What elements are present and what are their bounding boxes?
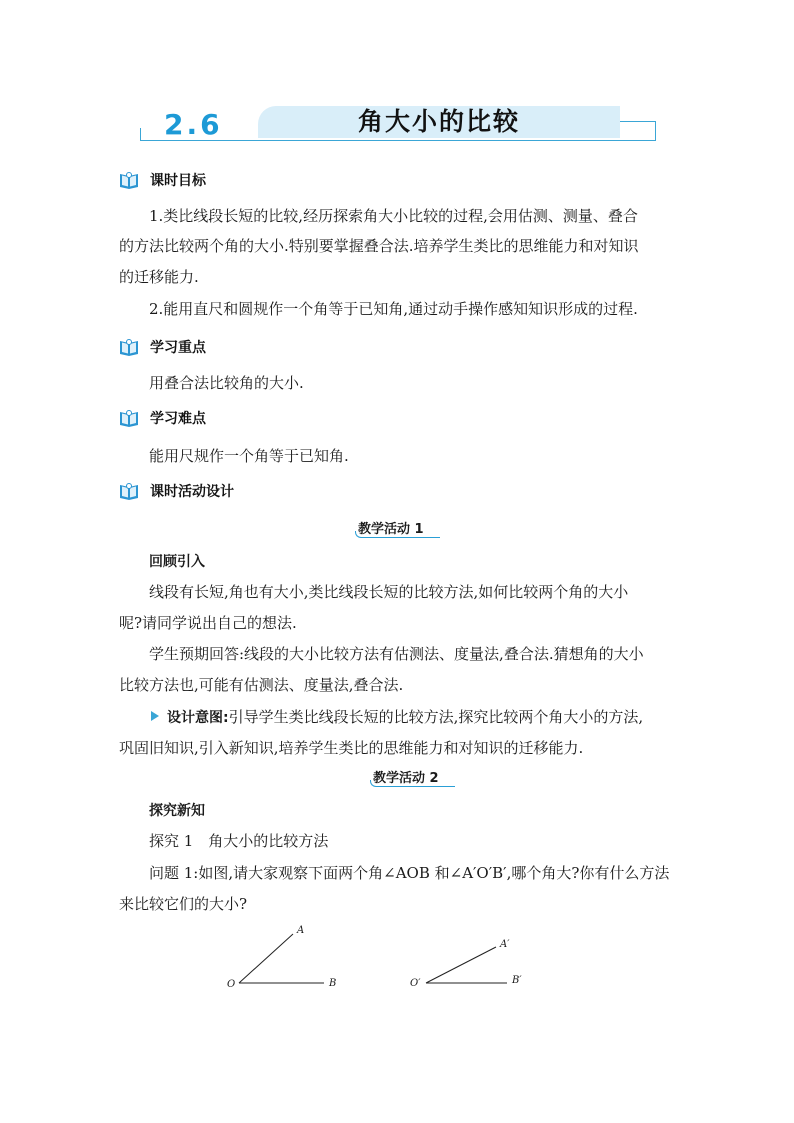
activity-1-subheading: 回顾引入 xyxy=(149,554,205,570)
section-heading-label: 学习重点 xyxy=(150,340,206,356)
design-intent-line2: 巩固旧知识,引入新知识,培养学生类比的思维能力和对知识的迁移能力. xyxy=(119,739,584,757)
section-heading-label: 课时活动设计 xyxy=(150,484,234,500)
goals-p1-line3: 的迁移能力. xyxy=(119,268,199,286)
activity-1-p1-line2: 呢?请同学说出自己的想法. xyxy=(119,614,297,632)
activity-1-p2-line2: 比较方法也,可能有估测法、度量法,叠合法. xyxy=(119,676,404,694)
label-b-prime: B′ xyxy=(512,975,522,986)
key-point-text: 用叠合法比较角的大小. xyxy=(149,374,304,392)
goals-p1-line2: 的方法比较两个角的大小.特别要掌握叠合法.培养学生类比的思维能力和对知识 xyxy=(119,237,639,255)
label-a-prime: A′ xyxy=(500,939,510,950)
label-o: O xyxy=(227,979,236,990)
difficulty-text: 能用尺规作一个角等于已知角. xyxy=(149,447,349,465)
page-title: 角大小的比较 xyxy=(357,107,520,136)
goals-p1-line1: 1.类比线段长短的比较,经历探索角大小比较的过程,会用估测、测量、叠合 xyxy=(149,207,638,225)
activity-2-subheading: 探究新知 xyxy=(149,803,205,819)
label-b: B xyxy=(329,978,337,989)
goals-p2: 2.能用直尺和圆规作一个角等于已知角,通过动手操作感知知识形成的过程. xyxy=(149,300,638,318)
section-heading-label: 学习难点 xyxy=(150,411,206,427)
angle-a2o2b2-arm-oa xyxy=(426,947,496,983)
activity-1-p1-line1: 线段有长短,角也有大小,类比线段长短的比较方法,如何比较两个角的大小 xyxy=(149,583,629,601)
activity-2-tag: 教学活动 2 xyxy=(373,771,439,786)
label-a: A xyxy=(297,925,305,936)
activity-1-tag: 教学活动 1 xyxy=(358,522,424,537)
explore-1-title: 探究 1 角大小的比较方法 xyxy=(149,832,329,850)
angle-aob-arm-oa xyxy=(239,934,293,983)
question-1-line2: 来比较它们的大小? xyxy=(119,895,248,913)
question-1-line1: 问题 1:如图,请大家观察下面两个角∠AOB 和∠A′O′B′,哪个角大?你有什么方法 xyxy=(149,864,670,882)
design-intent-label: 设计意图: xyxy=(167,710,229,726)
activity-1-p2-line1: 学生预期回答:线段的大小比较方法有估测法、度量法,叠合法.猜想角的大小 xyxy=(149,645,644,663)
section-heading-label: 课时目标 xyxy=(150,173,206,189)
section-number: 2.6 xyxy=(164,108,223,141)
label-o-prime: O′ xyxy=(410,978,421,989)
design-intent-text: 引导学生类比线段长短的比较方法,探究比较两个角大小的方法, xyxy=(228,708,644,726)
